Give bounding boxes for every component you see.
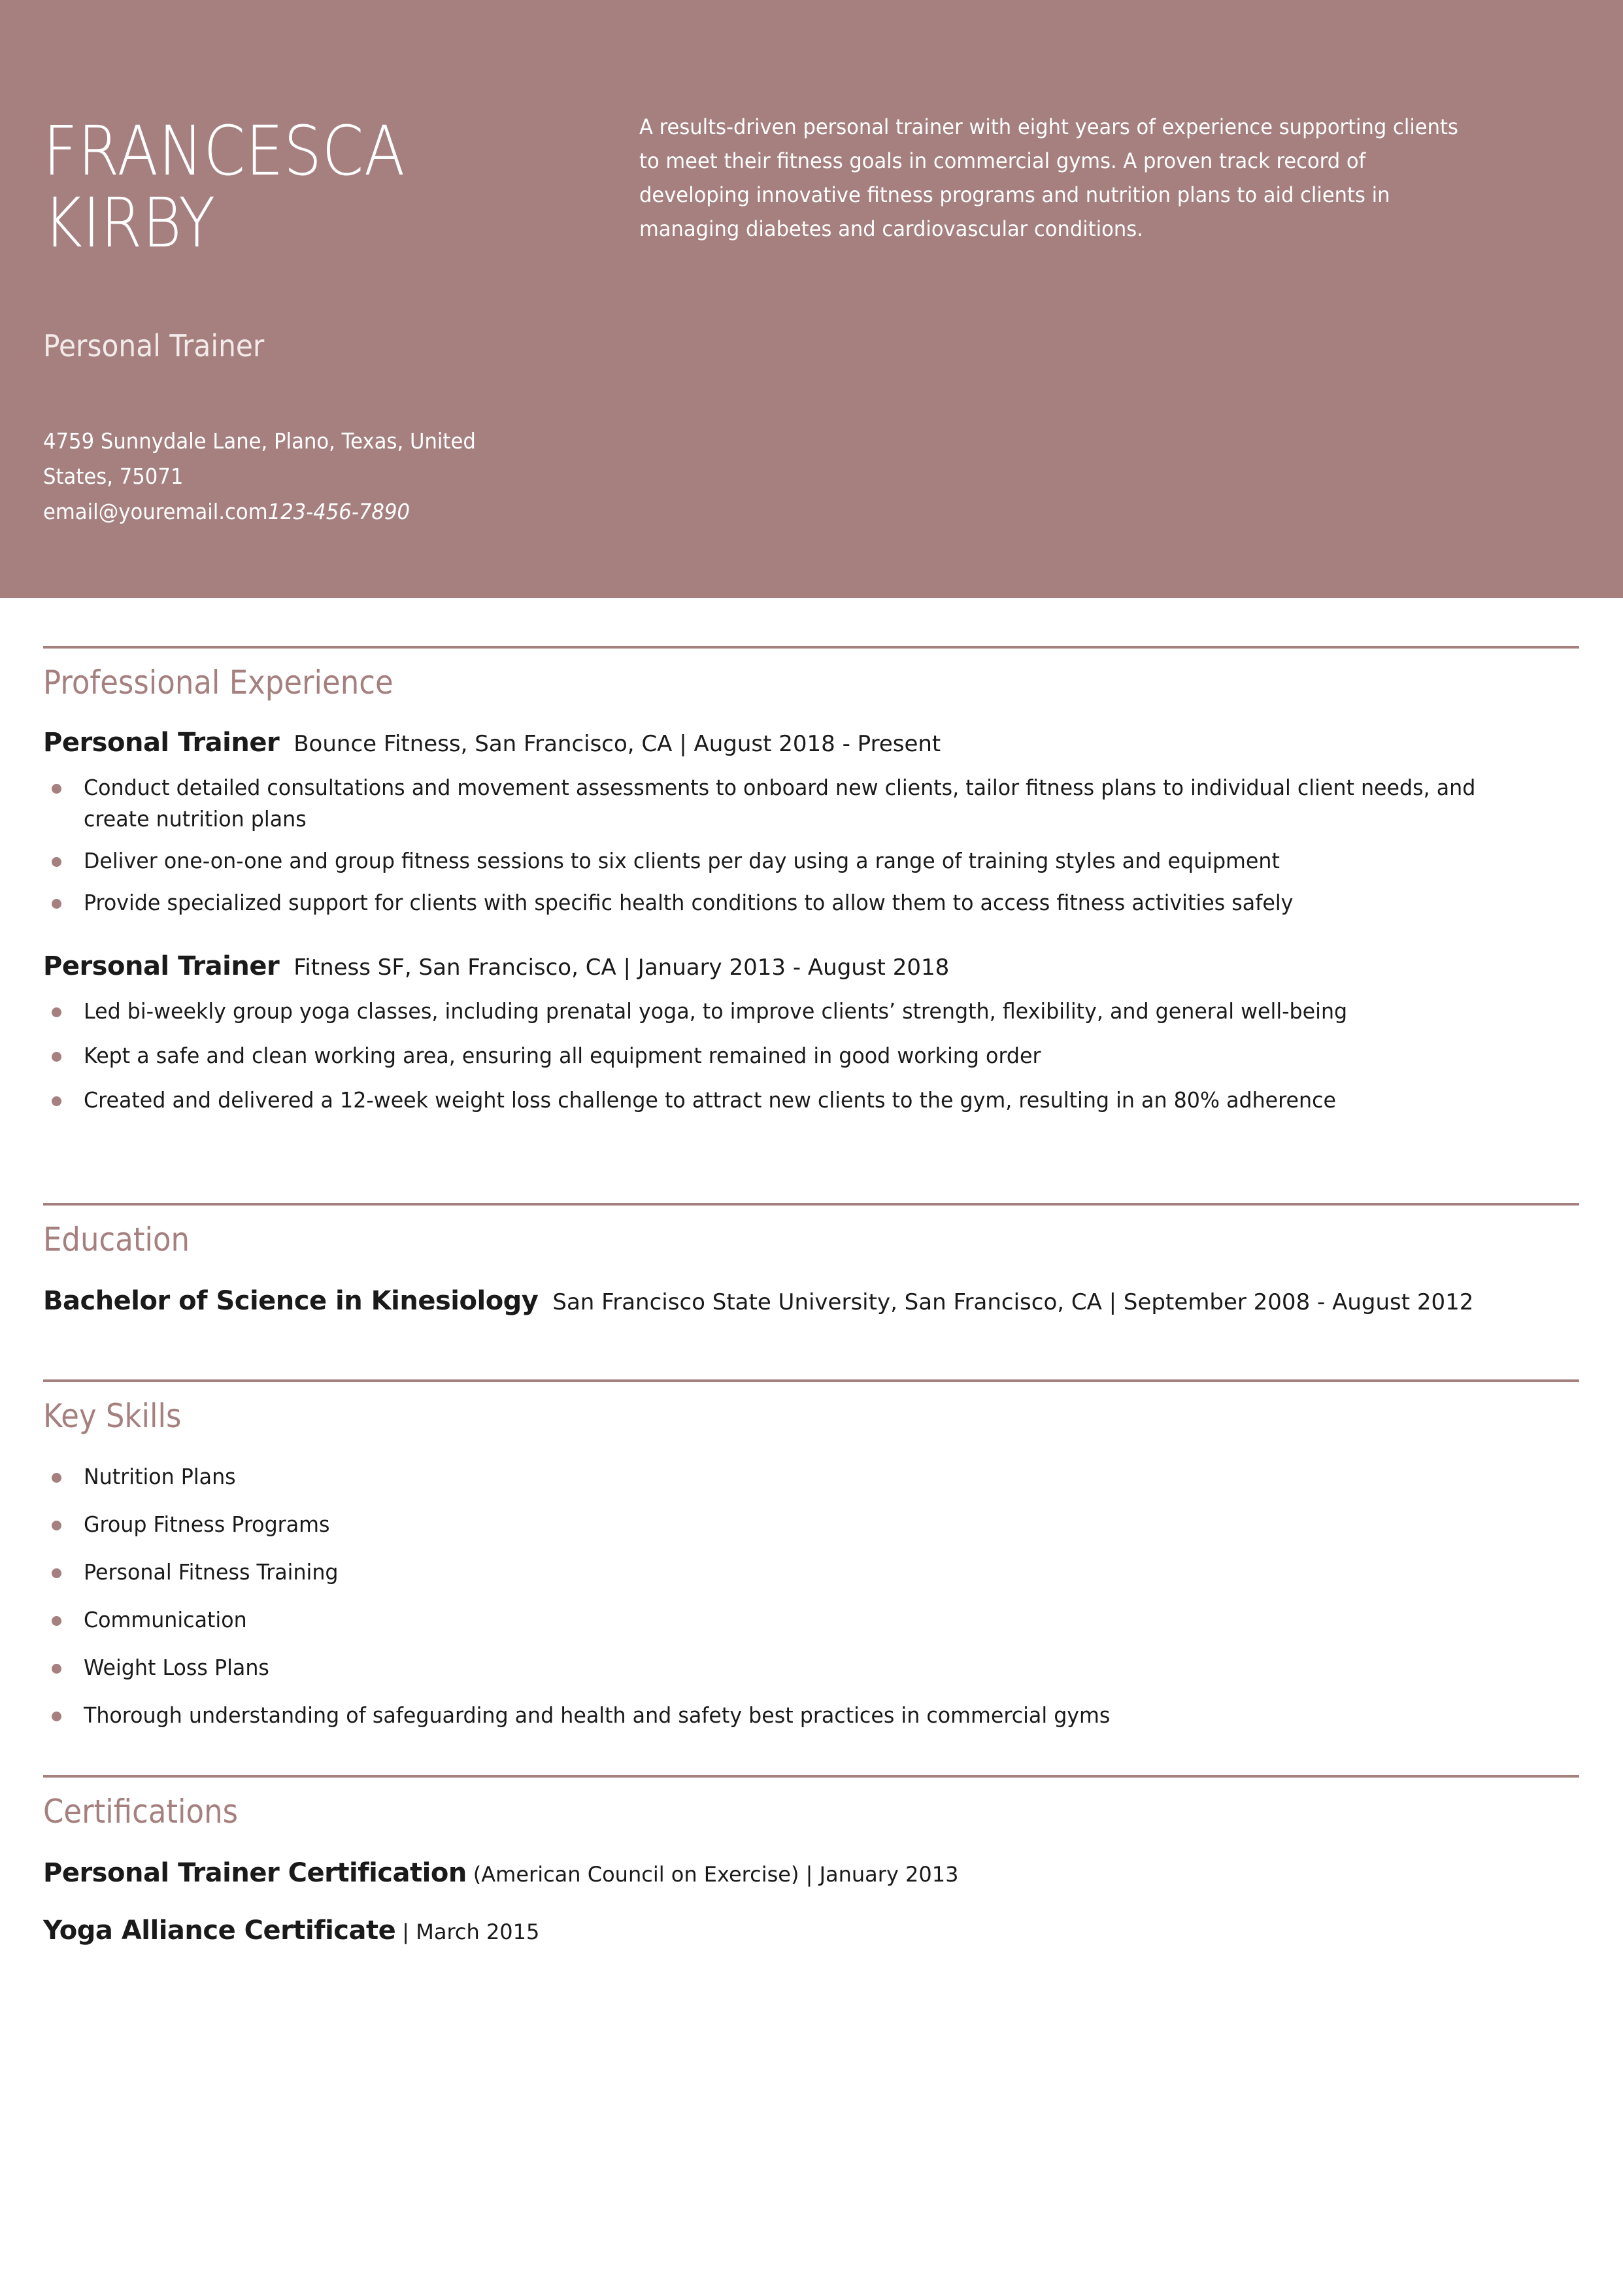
bullet-text: Kept a safe and clean working area, ensuring all equipment remained in good working order <box>84 1043 1041 1068</box>
summary-line: managing diabetes and cardiovascular conditions. <box>639 216 1143 241</box>
bullet-text: Deliver one-on-one and group fitness sessions to six clients per day using a range of training styles and equipment <box>84 848 1280 873</box>
skill-item <box>43 1652 1579 1683</box>
skill-item <box>43 1700 1579 1731</box>
bullet-text: Provide specialized support for clients with specific health conditions to allow them to access fitness activities safely <box>84 890 1294 915</box>
bullet-text: Conduct detailed consultations and movement assessments to onboard new clients, tailor fitness plans to individual client needs, and create nutrition plans <box>84 775 1476 832</box>
section-professional-experience <box>43 646 1579 1116</box>
summary-line: A results-driven personal trainer with eight years of experience supporting clients <box>639 114 1458 139</box>
certification-name: Personal Trainer Certification <box>43 1858 467 1888</box>
section-heading-certifications: Certifications <box>43 1793 239 1831</box>
experience-role: Personal Trainer <box>43 728 280 758</box>
candidate-first-name: FRANCESCA <box>43 111 405 191</box>
experience-role: Personal Trainer <box>43 951 280 981</box>
experience-entry-header <box>43 951 1579 981</box>
email-phone-line <box>43 494 505 530</box>
section-key-skills <box>43 1379 1579 1731</box>
address-line-2: States, 75071 <box>43 464 184 489</box>
candidate-last-name: KIRBY <box>43 183 216 263</box>
experience-bullet-list <box>43 772 1579 919</box>
candidate-job-title: Personal Trainer <box>43 328 265 363</box>
contact-info <box>43 424 540 530</box>
certification-detail: (American Council on Exercise) | January 2013 <box>473 1862 959 1887</box>
experience-company-dates: Fitness SF, San Francisco, CA | January 2013 - August 2018 <box>293 954 950 981</box>
skill-item <box>43 1509 1579 1540</box>
certification-entry <box>43 1858 1579 1888</box>
section-divider <box>43 1379 1579 1382</box>
section-heading-experience: Professional Experience <box>43 664 393 701</box>
bullet-item <box>43 772 1579 835</box>
section-divider <box>43 1203 1579 1206</box>
education-degree: Bachelor of Science in Kinesiology <box>43 1286 539 1316</box>
section-divider <box>43 1775 1579 1778</box>
skill-text: Nutrition Plans <box>84 1464 236 1489</box>
bullet-text: Led bi-weekly group yoga classes, including prenatal yoga, to improve clients’ strength, flexibility, and general well-being <box>84 998 1348 1024</box>
section-certifications <box>43 1775 1579 1946</box>
certification-detail: | March 2015 <box>402 1919 540 1944</box>
skill-text: Group Fitness Programs <box>84 1511 330 1537</box>
professional-summary <box>639 110 1575 246</box>
education-school-dates: San Francisco State University, San Francisco, CA | September 2008 - August 2012 <box>552 1289 1474 1315</box>
certification-entry <box>43 1916 1579 1946</box>
skill-text: Personal Fitness Training <box>84 1559 339 1585</box>
section-heading-education: Education <box>43 1221 190 1258</box>
section-education <box>43 1203 1579 1316</box>
skill-item <box>43 1557 1579 1588</box>
address-line-1: 4759 Sunnydale Lane, Plano, Texas, United <box>43 428 476 454</box>
bullet-text: Created and delivered a 12-week weight loss challenge to attract new clients to the gym, resulting in an 80% adherence <box>84 1087 1336 1113</box>
resume-header <box>0 0 1623 598</box>
email-address[interactable]: email@youremail.com <box>43 499 268 524</box>
key-skills-list <box>43 1461 1579 1731</box>
summary-line: developing innovative fitness programs and nutrition plans to aid clients in <box>639 182 1390 207</box>
skill-item <box>43 1604 1579 1636</box>
experience-entry <box>43 951 1579 1116</box>
bullet-item <box>43 845 1579 877</box>
phone-number[interactable]: 123-456-7890 <box>267 499 410 524</box>
candidate-name <box>43 111 631 263</box>
bullet-item <box>43 887 1579 919</box>
section-heading-key-skills: Key Skills <box>43 1397 182 1435</box>
skill-item <box>43 1461 1579 1493</box>
skill-text: Communication <box>84 1607 247 1632</box>
bullet-item <box>43 1085 1579 1116</box>
summary-line: to meet their fitness goals in commercial gyms. A proven track record of <box>639 148 1366 173</box>
section-divider <box>43 646 1579 649</box>
experience-entry-header <box>43 728 1579 758</box>
experience-company-dates: Bounce Fitness, San Francisco, CA | August 2018 - Present <box>293 731 941 757</box>
experience-entry <box>43 728 1579 919</box>
education-entry <box>43 1286 1579 1316</box>
certification-name: Yoga Alliance Certificate <box>43 1916 396 1946</box>
experience-bullet-list <box>43 996 1579 1116</box>
skill-text: Thorough understanding of safeguarding and health and safety best practices in commercial gyms <box>84 1702 1111 1728</box>
skill-text: Weight Loss Plans <box>84 1655 269 1680</box>
bullet-item <box>43 996 1579 1027</box>
bullet-item <box>43 1040 1579 1072</box>
